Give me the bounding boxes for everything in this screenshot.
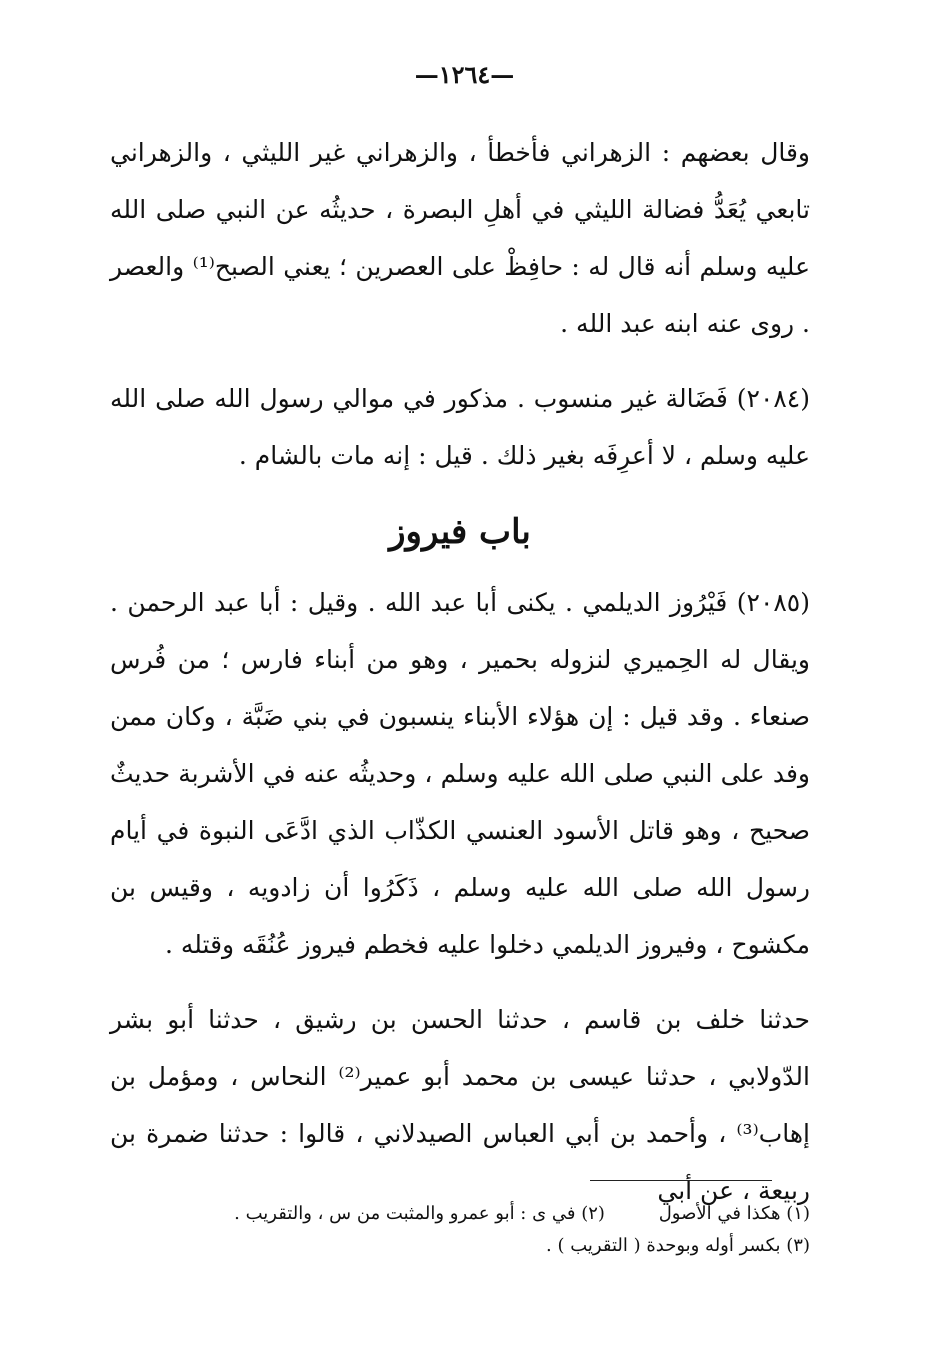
footnote-2: (٢) في ى : أبو عمرو والمثبت من س ، والتقريب .	[234, 1203, 605, 1224]
paragraph-entry-2084: (٢٠٨٤) فَضَالة غير منسوب . مذكور في موالي رسول الله صلى الله عليه وسلم ، لا أعرِفَه بغير ذلك . قيل : إنه مات بالشام .	[110, 384, 810, 470]
paragraph-entry-2085: (٢٠٨٥) فَيْرُوز الديلمي . يكنى أبا عبد الله . وقيل : أبا عبد الرحمن . ويقال له الحِميري لنزوله بحمير ، وهو من أبناء فارس ؛ من فُرس صنعاء . وقد قيل : إن هؤلاء الأبناء ينسبون في بني ضَبَّة ، وكان ممن وفد على النبي صلى الله عليه وسلم ، وحديثُه عنه في الأشربة حديثٌ صحيح ، وهو قاتل الأسود العنسي الكذّاب الذي ادَّعَى النبوة في أيام رسول الله صلى الله عليه وسلم ، ذَكَرُوا أن زادويه ، وقيس بن مكشوح ، وفيروز الديلمي دخلوا عليه فخطم فيروز عُنُقَه وقتله .	[110, 588, 811, 959]
footnotes	[110, 1198, 810, 1262]
footnote-1: (١) هكذا في الأصول	[658, 1203, 810, 1224]
footnote-line-1	[110, 1198, 810, 1230]
footnote-line-2	[110, 1230, 810, 1262]
main-text	[110, 124, 810, 1219]
page-number: —١٢٦٤—	[414, 60, 515, 89]
section-heading: باب فيروز	[389, 512, 531, 552]
footnote-3: (٣) بكسر أوله وبوحدة ( التقريب ) .	[546, 1235, 810, 1256]
paragraph-zahrani: وقال بعضهم : الزهراني فأخطأ ، والزهراني غير الليثي ، والزهراني تابعي يُعَدُّ فضالة الليثي في أهلِ البصرة ، حديثُه عن النبي صلى الله عليه وسلم أنه قال له : حافِظْ على العصرين ؛ يعني الصبح⁽¹⁾ والعصر . روى عنه ابنه عبد الله .	[110, 138, 810, 338]
paragraph-isnad: حدثنا خلف بن قاسم ، حدثنا الحسن بن رشيق ، حدثنا أبو بشر الدّولابي ، حدثنا عيسى بن محمد أبو عمير⁽²⁾ النحاس ، ومؤمل بن إهاب⁽³⁾ ، وأحمد بن أبي العباس الصيدلاني ، قالوا : حدثنا ضمرة بن ربيعة ، عن أبي	[110, 1005, 810, 1205]
footnote-divider	[590, 1180, 772, 1181]
